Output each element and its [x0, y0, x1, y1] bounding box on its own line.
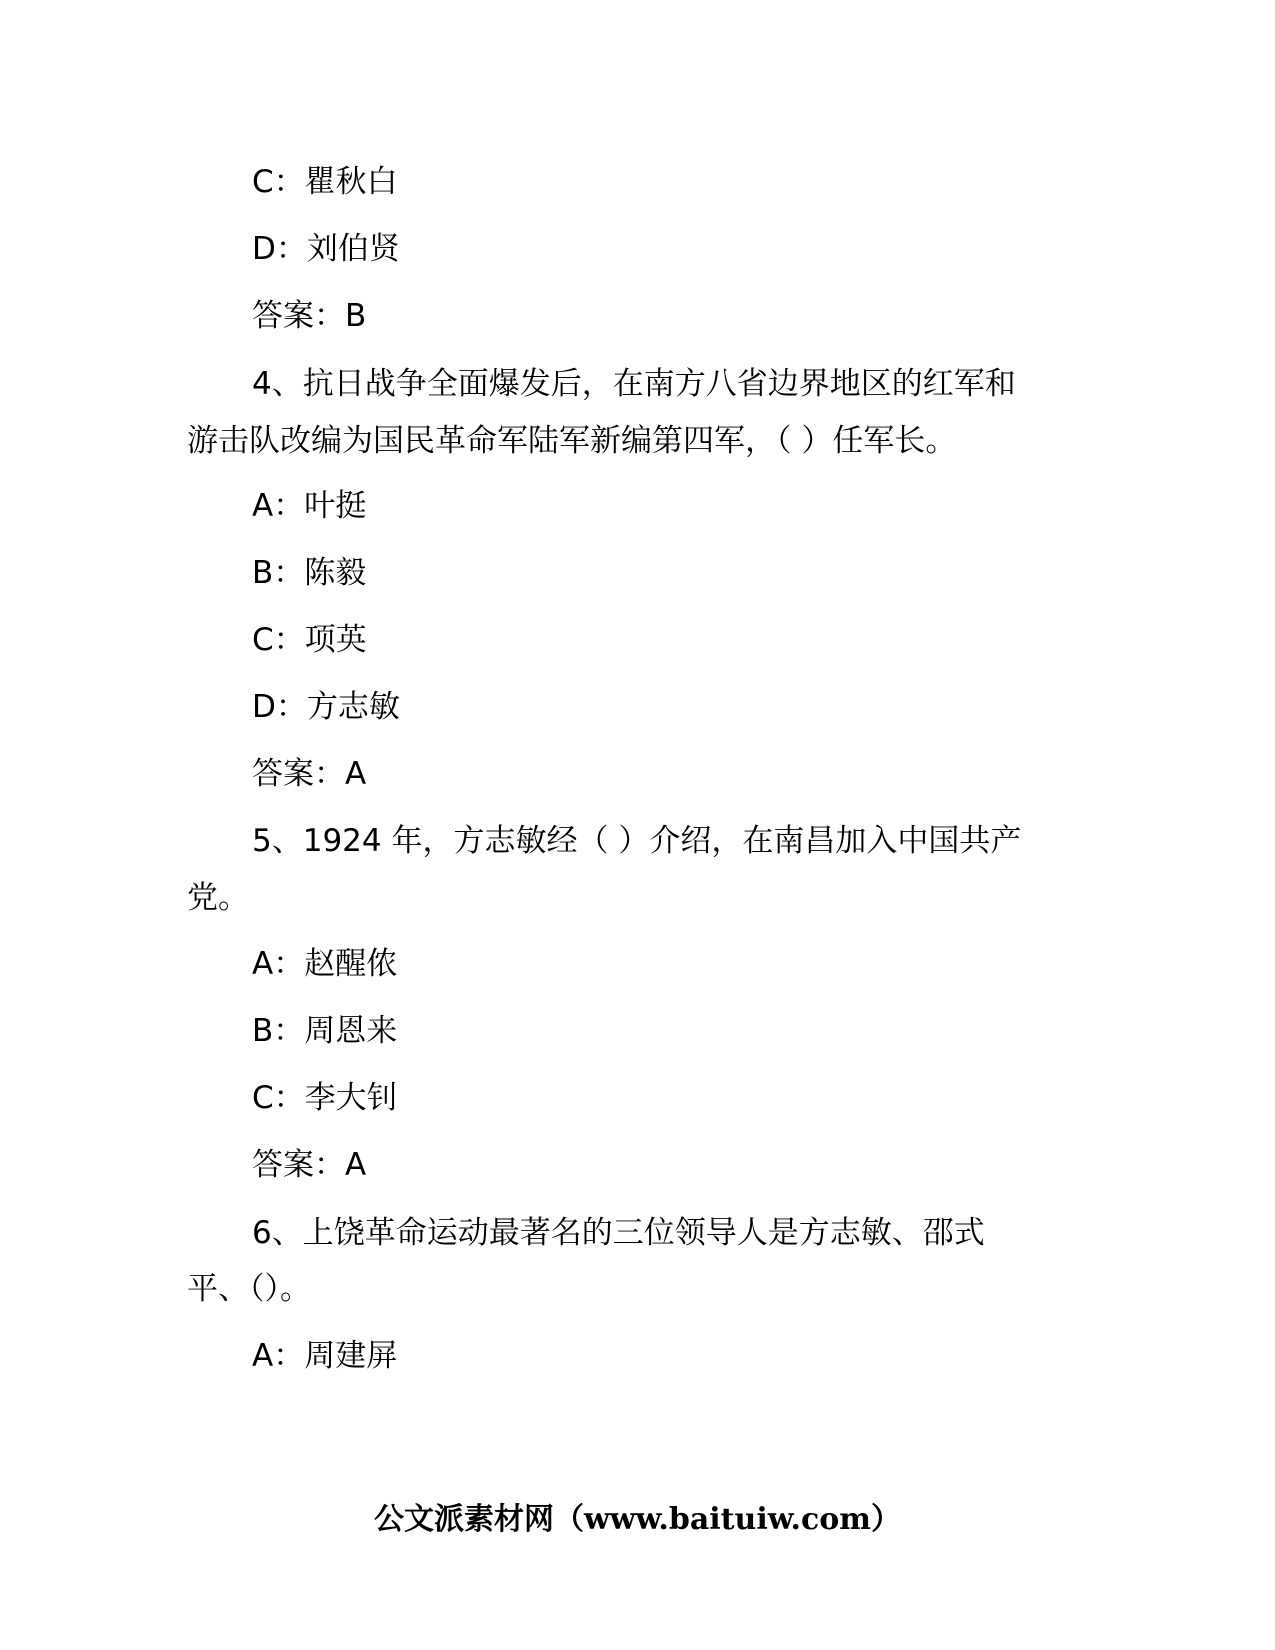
- option-b-q5: B：周恩来: [252, 1013, 398, 1049]
- answer-q3: 答案：B: [252, 298, 367, 334]
- option-d-q3: D：刘伯贤: [252, 231, 400, 267]
- option-a-q6: A：周建屏: [252, 1338, 398, 1374]
- question-6-line-1: 6、上饶革命运动最著名的三位领导人是方志敏、邵式: [252, 1215, 985, 1251]
- question-6-line-2: 平、（）。: [187, 1271, 311, 1307]
- question-5-line-2: 党。: [187, 880, 249, 916]
- option-c-q4: C：项英: [252, 622, 367, 658]
- option-a-q4: A：叶挺: [252, 488, 367, 524]
- option-d-q4: D：方志敏: [252, 689, 400, 725]
- answer-q5: 答案：A: [252, 1147, 367, 1183]
- question-5-line-1: 5、1924 年，方志敏经（ ）介绍，在南昌加入中国共产: [252, 823, 1022, 859]
- option-a-q5: A：赵醒侬: [252, 946, 398, 982]
- option-c-q3: C：瞿秋白: [252, 164, 398, 200]
- footer-watermark: 公文派素材网（www.baituiw.com）: [373, 1502, 902, 1537]
- question-4-line-2: 游击队改编为国民革命军陆军新编第四军，（ ）任军长。: [187, 423, 957, 459]
- option-c-q5: C：李大钊: [252, 1080, 398, 1116]
- answer-q4: 答案：A: [252, 756, 367, 792]
- question-4-line-1: 4、抗日战争全面爆发后，在南方八省边界地区的红军和: [252, 366, 1016, 402]
- option-b-q4: B：陈毅: [252, 555, 367, 591]
